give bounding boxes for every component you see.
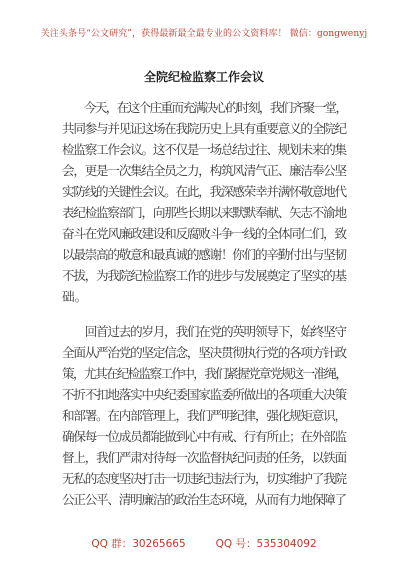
paragraph-line: 和部署。在内部管理上，我们严明纪律，强化规矩意识， — [62, 408, 346, 423]
paragraph-line: 无私的态度坚决打击一切违纪违法行为，切实维护了我院 — [62, 471, 346, 486]
footer-qq-number: QQ 号：535304092 — [215, 538, 317, 550]
paragraph-line: 实防线的关键性会议。在此，我深感荣幸并满怀敬意地代 — [62, 184, 346, 199]
paragraph-line: 全面从严治党的坚定信念，坚决贯彻执行党的各项方针政 — [62, 345, 346, 360]
paragraph-line: 共同参与并见证这场在我院历史上具有重要意义的全院纪 — [62, 121, 346, 136]
footer-qq-group: QQ 群：30265665 — [91, 538, 186, 550]
paragraph-line: 确保每一位成员都能做到心中有戒、行有所止；在外部监 — [62, 429, 346, 444]
paragraph-line: 奋斗在党风廉政建设和反腐败斗争一线的全体同仁们，致 — [62, 226, 346, 241]
paragraph-line: 策，尤其在纪检监察工作中，我们紧握党章党规这一准绳， — [62, 366, 347, 381]
document-title: 全院纪检监察工作会议 — [143, 70, 264, 84]
header-promo-note: 关注头条号“公文研究”，获得最新最全最专业的公文资料库！ 微信：gongwenyj — [40, 29, 368, 39]
paragraph-line: 会，更是一次集结全员之力，构筑风清气正、廉洁奉公坚 — [62, 163, 346, 178]
footer-contact — [0, 536, 408, 551]
body-paragraph-2 — [62, 321, 346, 510]
paragraph-line: 不拔，为我院纪检监察工作的进步与发展奠定了坚实的基 — [62, 268, 346, 283]
paragraph-line: 督上，我们严肃对待每一次监督执纪问责的任务，以铁面 — [62, 450, 346, 465]
body-paragraph-1 — [62, 97, 346, 307]
paragraph-line: 公正公平、清明廉洁的政治生态环境，从而有力地保障了 — [62, 492, 346, 507]
paragraph-line: 今天，在这个庄重而充满决心的时刻，我们齐聚一堂， — [62, 100, 347, 115]
paragraph-line: 础。 — [62, 289, 88, 304]
paragraph-line: 回首过去的岁月，我们在党的英明领导下，始终坚守 — [62, 324, 346, 339]
paragraph-line: 检监察工作会议。这不仅是一场总结过往、规划未来的集 — [62, 142, 346, 157]
paragraph-line: 以最崇高的敬意和最真诚的感谢！你们的辛勤付出与坚韧 — [62, 247, 346, 262]
paragraph-line: 不折不扣地落实中央纪委国家监委所做出的各项重大决策 — [62, 387, 346, 402]
paragraph-line: 表纪检监察部门，向那些长期以来默默奉献、矢志不渝地 — [62, 205, 346, 220]
